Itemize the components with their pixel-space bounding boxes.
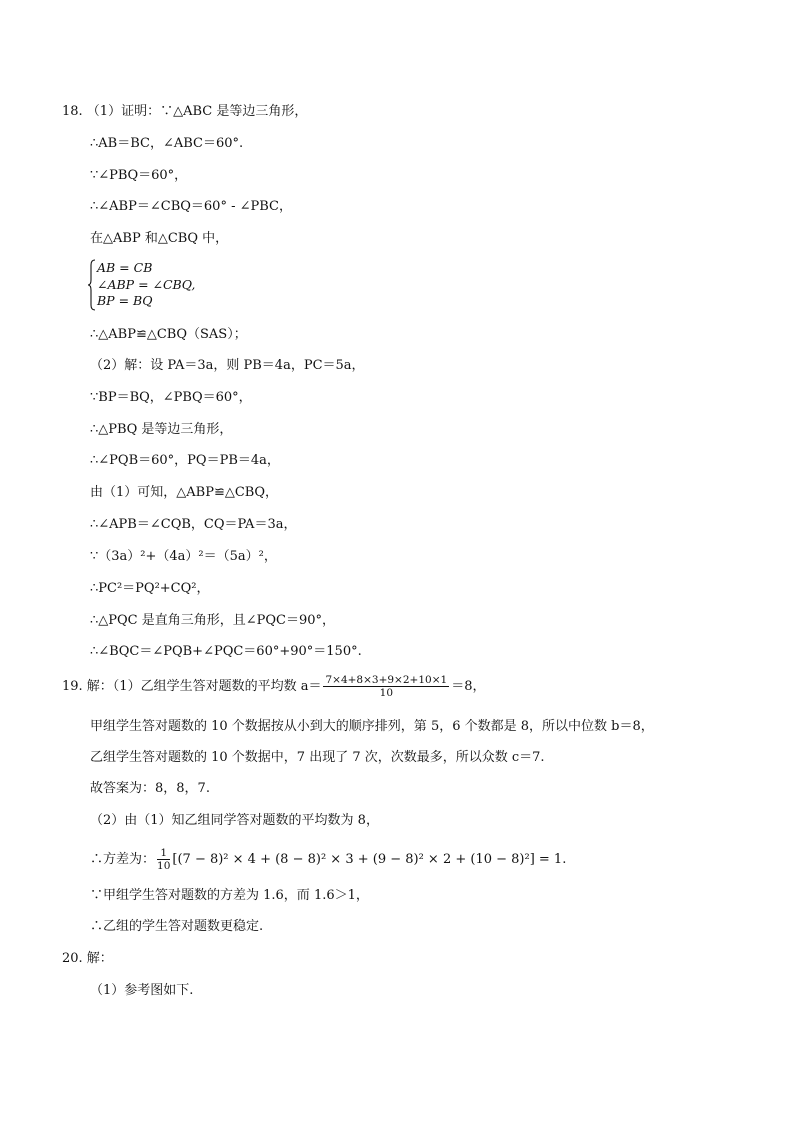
- fraction-denominator: 10: [157, 860, 171, 872]
- solution-line: ∴∠APB＝∠CQB，CQ＝PA＝3a，: [90, 517, 297, 532]
- solution-line: ∴∠ABP＝∠CBQ＝60° - ∠PBC，: [90, 199, 292, 214]
- solution-line: ∴△PQC 是直角三角形，且∠PQC＝90°，: [90, 613, 336, 628]
- solution-line: 由（1）可知，△ABP≌△CBQ，: [90, 485, 279, 500]
- solution-line: ∴△PBQ 是等边三角形，: [90, 422, 233, 437]
- solution-line: 故答案为：8，8，7.: [90, 781, 210, 796]
- solution-line: （2）解：设 PA＝3a，则 PB＝4a，PC＝5a，: [90, 358, 365, 373]
- left-brace-icon: [88, 259, 96, 311]
- variance-fraction: [157, 847, 170, 872]
- solution-line: ∵∠PBQ＝60°，: [90, 168, 188, 183]
- solution-line: ∴PC²＝PQ²+CQ²，: [90, 581, 210, 596]
- solution-line: 在△ABP 和△CBQ 中，: [90, 231, 229, 246]
- solution-line: （2）由（1）知乙组同学答对题数的平均数为 8，: [90, 813, 379, 828]
- fraction-numerator: 1: [157, 847, 170, 860]
- problem-19-heading: [62, 673, 485, 701]
- solution-line: 甲组学生答对题数的 10 个数据按从小到大的顺序排列，第 5，6 个数都是 8，所以中位数 b＝8，: [90, 719, 654, 734]
- congruence-system: [88, 259, 228, 311]
- solution-line: ∵（3a）²+（4a）²＝（5a）²，: [90, 549, 277, 564]
- mean-formula-prefix: 19. 解：（1）乙组学生答对题数的平均数 a＝: [62, 679, 322, 694]
- mean-formula-result: ＝8，: [451, 679, 486, 694]
- variance-line: [90, 846, 566, 874]
- solution-line: ∴∠BQC＝∠PQB+∠PQC＝60°+90°＝150°.: [90, 644, 362, 659]
- variance-expression: [(7 − 8)² × 4 + (8 − 8)² × 3 + (9 − 8)² × 2 + (10 − 8)²] = 1.: [172, 852, 567, 867]
- solution-line: ∴△ABP≌△CBQ（SAS）；: [90, 327, 247, 342]
- solution-line: ∴乙组的学生答对题数更稳定.: [90, 919, 264, 934]
- problem-18-heading: 18. （1）证明：∵△ABC 是等边三角形，: [62, 104, 308, 119]
- solution-line: （1）参考图如下.: [90, 983, 194, 998]
- mean-fraction: [323, 674, 449, 699]
- solution-line: ∵甲组学生答对题数的方差为 1.6，而 1.6＞1，: [90, 888, 369, 903]
- problem-20-heading: 20. 解：: [62, 951, 113, 966]
- solution-line: ∵BP＝BQ，∠PBQ＝60°，: [90, 390, 252, 405]
- fraction-denominator: 10: [379, 687, 394, 699]
- system-row: ∠ABP = ∠CBQ,: [97, 277, 196, 292]
- solution-line: ∴∠PQB＝60°，PQ＝PB＝4a，: [90, 453, 280, 468]
- solution-line: ∴AB＝BC，∠ABC＝60°.: [90, 136, 244, 151]
- fraction-numerator: 7×4+8×3+9×2+10×1: [325, 674, 448, 686]
- system-row: AB = CB: [97, 260, 153, 275]
- solution-line: 乙组学生答对题数的 10 个数据中，7 出现了 7 次，次数最多，所以众数 c＝7.: [90, 750, 545, 765]
- variance-prefix: ∴方差为：: [90, 852, 156, 867]
- system-row: BP = BQ: [97, 293, 153, 308]
